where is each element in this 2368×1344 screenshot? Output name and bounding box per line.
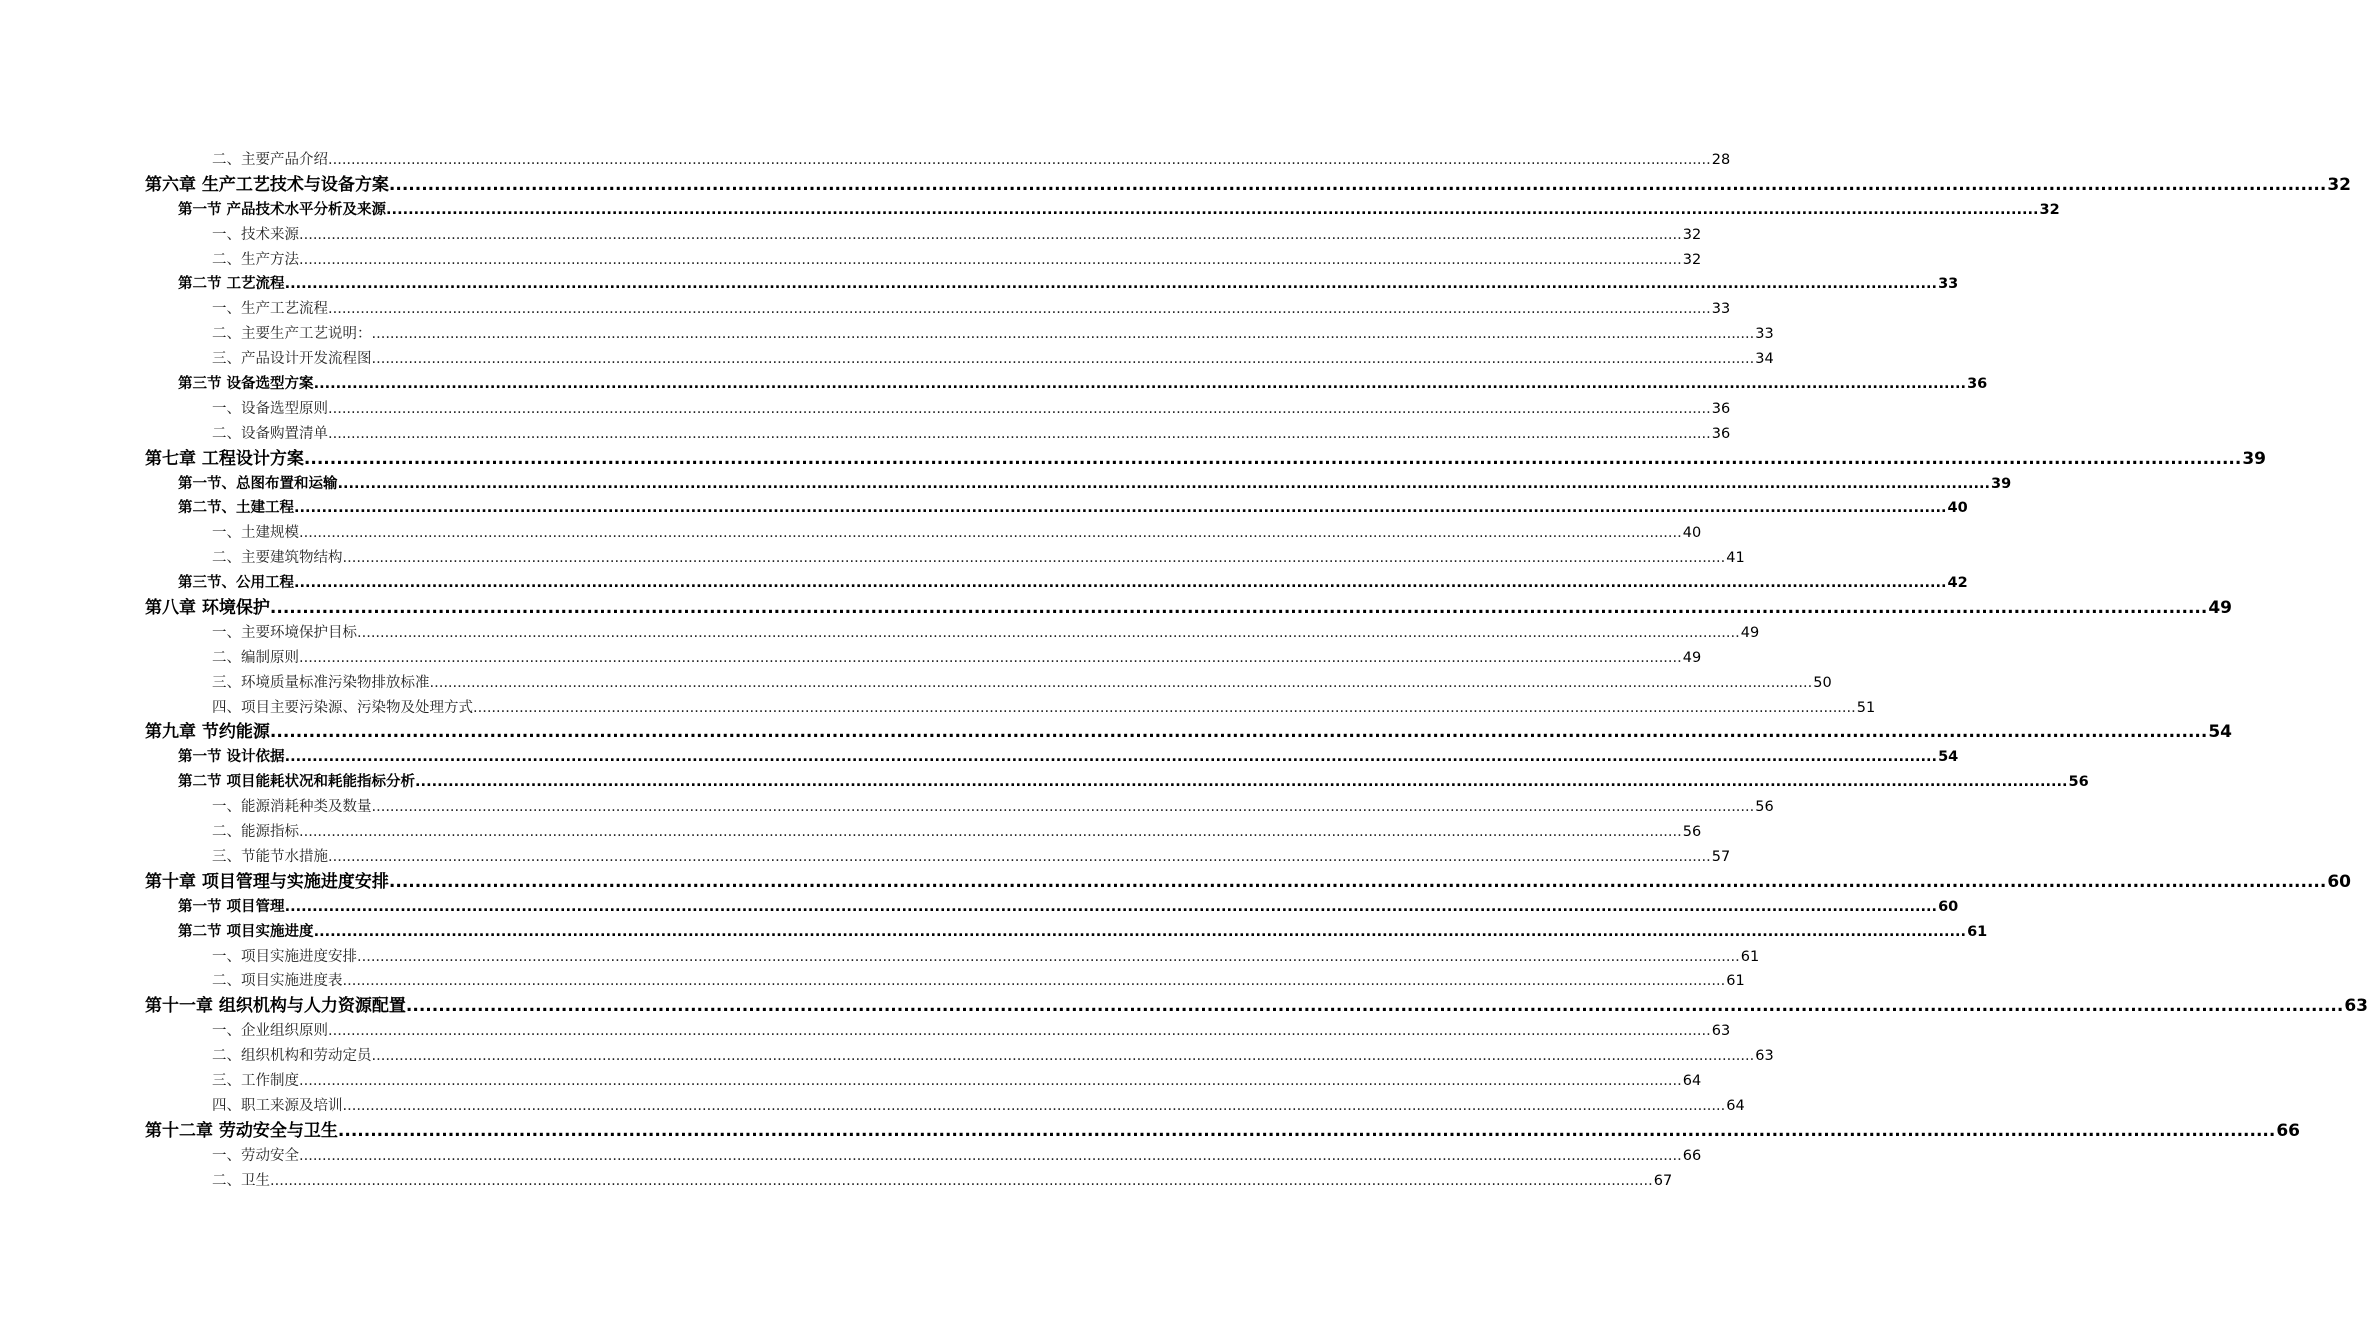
toc-chapter-entry[interactable] — [145, 173, 2351, 198]
toc-entry-page-number: 39 — [2242, 448, 2266, 469]
dot-leader: ............................................................................................................................................................................................................................................................................................................ — [303, 448, 2242, 469]
dot-leader: ............................................................................................................................................................................................................................................................................................................ — [269, 598, 2208, 619]
toc-entry-title: 三、产品设计开发流程图 — [212, 351, 372, 368]
toc-entry-title: 一、项目实施进度安排 — [212, 948, 357, 965]
dot-leader: ............................................................................................................................................................................................................................................................................................................ — [405, 996, 2344, 1017]
toc-entry-page-number: 49 — [1682, 649, 1702, 666]
dot-leader: ............................................................................................................................................................................................................................................................................................................ — [371, 326, 1755, 343]
dot-leader: ............................................................................................................................................................................................................................................................................................................ — [299, 525, 1682, 542]
toc-entry-title: 一、企业组织原则 — [212, 1023, 328, 1040]
toc-entry-title: 二、编制原则 — [212, 649, 299, 666]
toc-entry-title: 三、环境质量标准污染物排放标准 — [212, 674, 430, 691]
toc-entry-page-number: 32 — [1682, 251, 1702, 268]
dot-leader: ............................................................................................................................................................................................................................................................................................................ — [328, 848, 1711, 865]
dot-leader: ............................................................................................................................................................................................................................................................................................................ — [328, 1023, 1711, 1040]
toc-entry-title: 一、设备选型原则 — [212, 400, 328, 417]
toc-entry-title: 第九章 节约能源 — [145, 722, 270, 743]
dot-leader: ............................................................................................................................................................................................................................................................................................................ — [299, 1072, 1682, 1089]
toc-section-entry[interactable] — [145, 571, 1968, 596]
toc-item-entry[interactable] — [145, 696, 1876, 721]
toc-entry-page-number: 33 — [1938, 276, 1959, 293]
dot-leader: ............................................................................................................................................................................................................................................................................................................ — [313, 923, 1967, 940]
toc-item-entry[interactable] — [145, 223, 1702, 248]
dot-leader: ............................................................................................................................................................................................................................................................................................................ — [294, 575, 1947, 592]
toc-entry-title: 四、职工来源及培训 — [212, 1097, 343, 1114]
toc-item-entry[interactable] — [145, 671, 1832, 696]
toc-entry-title: 三、工作制度 — [212, 1072, 299, 1089]
dot-leader: ............................................................................................................................................................................................................................................................................................................ — [357, 624, 1740, 641]
toc-entry-title: 第二节 项目实施进度 — [178, 923, 314, 940]
toc-item-entry[interactable] — [145, 795, 1774, 820]
dot-leader: ............................................................................................................................................................................................................................................................................................................ — [473, 699, 1856, 716]
toc-entry-title: 第一节 设计依据 — [178, 749, 285, 766]
toc-entry-page-number: 41 — [1726, 550, 1745, 567]
toc-entry-title: 第三节、公用工程 — [178, 575, 294, 592]
toc-entry-title: 二、生产方法 — [212, 251, 299, 268]
toc-item-entry[interactable] — [145, 969, 1745, 994]
toc-item-entry[interactable] — [145, 820, 1702, 845]
toc-entry-title: 第七章 工程设计方案 — [145, 448, 304, 469]
toc-entry-title: 一、能源消耗种类及数量 — [212, 799, 372, 816]
dot-leader: ............................................................................................................................................................................................................................................................................................................ — [313, 376, 1967, 393]
toc-item-entry[interactable] — [145, 1144, 1702, 1169]
toc-entry-page-number: 66 — [1682, 1147, 1702, 1164]
toc-entry-title: 三、节能节水措施 — [212, 848, 328, 865]
toc-chapter-entry[interactable] — [145, 1119, 2300, 1144]
toc-entry-page-number: 56 — [1682, 824, 1702, 841]
dot-leader: ............................................................................................................................................................................................................................................................................................................ — [388, 174, 2327, 195]
toc-entry-title: 二、项目实施进度表 — [212, 973, 343, 990]
toc-entry-page-number: 61 — [1967, 923, 1988, 940]
toc-entry-title: 第六章 生产工艺技术与设备方案 — [145, 174, 389, 195]
toc-item-entry[interactable] — [145, 845, 1731, 870]
dot-leader: ............................................................................................................................................................................................................................................................................................................ — [357, 948, 1740, 965]
toc-entry-title: 一、劳动安全 — [212, 1147, 299, 1164]
toc-entry-page-number: 56 — [2068, 774, 2089, 791]
toc-entry-page-number: 32 — [1682, 226, 1702, 243]
dot-leader: ............................................................................................................................................................................................................................................................................................................ — [371, 351, 1755, 368]
toc-section-entry[interactable] — [145, 372, 1988, 397]
toc-chapter-entry[interactable] — [145, 994, 2368, 1019]
toc-item-entry[interactable] — [145, 248, 1702, 273]
dot-leader: ............................................................................................................................................................................................................................................................................................................ — [342, 1097, 1726, 1114]
toc-section-entry[interactable] — [145, 496, 1968, 521]
toc-entry-page-number: 33 — [1755, 326, 1774, 343]
toc-item-entry[interactable] — [145, 1069, 1702, 1094]
toc-entry-title: 二、组织机构和劳动定员 — [212, 1048, 372, 1065]
dot-leader: ............................................................................................................................................................................................................................................................................................................ — [284, 276, 1938, 293]
toc-entry-title: 二、主要产品介绍 — [212, 152, 328, 168]
toc-section-entry[interactable] — [145, 920, 1988, 945]
toc-entry-title: 第二节 工艺流程 — [178, 276, 285, 293]
toc-entry-page-number: 36 — [1967, 376, 1988, 393]
toc-entry-page-number: 50 — [1813, 674, 1832, 691]
toc-item-entry[interactable] — [145, 422, 1731, 447]
toc-entry-page-number: 40 — [1947, 500, 1968, 517]
toc-item-entry[interactable] — [145, 1019, 1731, 1044]
dot-leader: ............................................................................................................................................................................................................................................................................................................ — [328, 400, 1711, 417]
dot-leader: ............................................................................................................................................................................................................................................................................................................ — [328, 301, 1711, 318]
toc-entry-title: 第三节 设备选型方案 — [178, 376, 314, 393]
toc-entry-title: 第八章 环境保护 — [145, 598, 270, 619]
toc-chapter-entry[interactable] — [145, 720, 2232, 745]
dot-leader: ............................................................................................................................................................................................................................................................................................................ — [415, 774, 2068, 791]
dot-leader: ............................................................................................................................................................................................................................................................................................................ — [328, 152, 1711, 168]
toc-chapter-entry[interactable] — [145, 870, 2351, 895]
toc-entry-title: 第一节 项目管理 — [178, 898, 285, 915]
toc-item-entry[interactable] — [145, 1044, 1774, 1069]
toc-section-entry[interactable] — [145, 198, 2060, 223]
toc-section-entry[interactable] — [145, 770, 2089, 795]
dot-leader: ............................................................................................................................................................................................................................................................................................................ — [284, 749, 1938, 766]
toc-entry-page-number: 56 — [1755, 799, 1774, 816]
toc-entry-page-number: 33 — [1711, 301, 1731, 318]
toc-chapter-entry[interactable] — [145, 447, 2266, 472]
dot-leader: ............................................................................................................................................................................................................................................................................................................ — [284, 898, 1938, 915]
dot-leader: ............................................................................................................................................................................................................................................................................................................ — [299, 1147, 1682, 1164]
toc-entry-page-number: 60 — [2327, 871, 2351, 892]
toc-entry-page-number: 54 — [1938, 749, 1959, 766]
toc-item-entry[interactable] — [145, 1169, 1673, 1194]
toc-entry-title: 二、设备购置清单 — [212, 425, 328, 442]
toc-entry-page-number: 61 — [1740, 948, 1760, 965]
toc-entry-title: 一、土建规模 — [212, 525, 299, 542]
toc-entry-title: 一、生产工艺流程 — [212, 301, 328, 318]
toc-section-entry[interactable] — [145, 272, 1959, 297]
toc-entry-page-number: 57 — [1711, 848, 1731, 865]
toc-item-entry[interactable] — [145, 521, 1702, 546]
toc-entry-page-number: 32 — [2327, 174, 2351, 195]
toc-entry-title: 第十二章 劳动安全与卫生 — [145, 1120, 338, 1141]
toc-item-entry[interactable] — [145, 322, 1774, 347]
toc-entry-page-number: 64 — [1726, 1097, 1745, 1114]
toc-entry-page-number: 67 — [1653, 1172, 1673, 1189]
dot-leader: ............................................................................................................................................................................................................................................................................................................ — [388, 871, 2327, 892]
toc-entry-page-number: 63 — [2344, 996, 2368, 1017]
toc-entry-page-number: 36 — [1711, 425, 1731, 442]
toc-entry-title: 第一节、总图布置和运输 — [178, 475, 338, 492]
toc-section-entry[interactable] — [145, 895, 1959, 920]
dot-leader: ............................................................................................................................................................................................................................................................................................................ — [371, 799, 1755, 816]
toc-entry-title: 二、主要生产工艺说明： — [212, 326, 372, 343]
table-of-contents — [145, 148, 2368, 1193]
toc-item-entry[interactable] — [145, 148, 1731, 173]
toc-entry-page-number: 34 — [1755, 351, 1774, 368]
toc-entry-page-number: 61 — [1726, 973, 1745, 990]
dot-leader: ............................................................................................................................................................................................................................................................................................................ — [337, 475, 1990, 492]
toc-entry-title: 一、技术来源 — [212, 226, 299, 243]
toc-item-entry[interactable] — [145, 945, 1760, 970]
dot-leader: ............................................................................................................................................................................................................................................................................................................ — [299, 824, 1682, 841]
toc-item-entry[interactable] — [145, 546, 1745, 571]
toc-entry-title: 一、主要环境保护目标 — [212, 624, 357, 641]
toc-entry-page-number: 32 — [2039, 201, 2060, 218]
toc-entry-title: 第十一章 组织机构与人力资源配置 — [145, 996, 406, 1017]
dot-leader: ............................................................................................................................................................................................................................................................................................................ — [269, 722, 2208, 743]
toc-entry-title: 第二节、土建工程 — [178, 500, 294, 517]
dot-leader: ............................................................................................................................................................................................................................................................................................................ — [342, 973, 1726, 990]
toc-entry-page-number: 36 — [1711, 400, 1731, 417]
toc-entry-page-number: 51 — [1856, 699, 1876, 716]
toc-entry-title: 第一节 产品技术水平分析及来源 — [178, 201, 387, 218]
toc-entry-page-number: 49 — [2208, 598, 2232, 619]
toc-item-entry[interactable] — [145, 297, 1731, 322]
toc-entry-title: 四、项目主要污染源、污染物及处理方式 — [212, 699, 473, 716]
toc-entry-page-number: 63 — [1755, 1048, 1774, 1065]
toc-entry-page-number: 63 — [1711, 1023, 1731, 1040]
toc-entry-title: 第十章 项目管理与实施进度安排 — [145, 871, 389, 892]
toc-entry-page-number: 64 — [1682, 1072, 1702, 1089]
toc-entry-page-number: 40 — [1682, 525, 1702, 542]
toc-section-entry[interactable] — [145, 745, 1959, 770]
toc-item-entry[interactable] — [145, 347, 1774, 372]
dot-leader: ............................................................................................................................................................................................................................................................................................................ — [299, 251, 1682, 268]
toc-entry-title: 第二节 项目能耗状况和耗能指标分析 — [178, 774, 416, 791]
dot-leader: ............................................................................................................................................................................................................................................................................................................ — [328, 425, 1711, 442]
dot-leader: ............................................................................................................................................................................................................................................................................................................ — [371, 1048, 1755, 1065]
toc-entry-page-number: 60 — [1938, 898, 1959, 915]
toc-item-entry[interactable] — [145, 397, 1731, 422]
toc-entry-title: 二、能源指标 — [212, 824, 299, 841]
toc-section-entry[interactable] — [145, 472, 2012, 497]
toc-entry-page-number: 39 — [1991, 475, 2012, 492]
toc-entry-page-number: 28 — [1711, 152, 1731, 168]
dot-leader: ............................................................................................................................................................................................................................................................................................................ — [342, 550, 1726, 567]
toc-entry-title: 二、主要建筑物结构 — [212, 550, 343, 567]
dot-leader: ............................................................................................................................................................................................................................................................................................................ — [270, 1172, 1653, 1189]
toc-entry-page-number: 66 — [2276, 1120, 2300, 1141]
dot-leader: ............................................................................................................................................................................................................................................................................................................ — [386, 201, 2039, 218]
dot-leader: ............................................................................................................................................................................................................................................................................................................ — [429, 674, 1813, 691]
toc-chapter-entry[interactable] — [145, 596, 2232, 621]
toc-item-entry[interactable] — [145, 621, 1760, 646]
toc-item-entry[interactable] — [145, 646, 1702, 671]
dot-leader: ............................................................................................................................................................................................................................................................................................................ — [294, 500, 1947, 517]
toc-entry-page-number: 49 — [1740, 624, 1760, 641]
toc-entry-title: 二、卫生 — [212, 1172, 270, 1189]
dot-leader: ............................................................................................................................................................................................................................................................................................................ — [337, 1120, 2276, 1141]
toc-entry-page-number: 42 — [1947, 575, 1968, 592]
dot-leader: ............................................................................................................................................................................................................................................................................................................ — [299, 226, 1682, 243]
dot-leader: ............................................................................................................................................................................................................................................................................................................ — [299, 649, 1682, 666]
toc-entry-page-number: 54 — [2208, 722, 2232, 743]
toc-item-entry[interactable] — [145, 1094, 1745, 1119]
